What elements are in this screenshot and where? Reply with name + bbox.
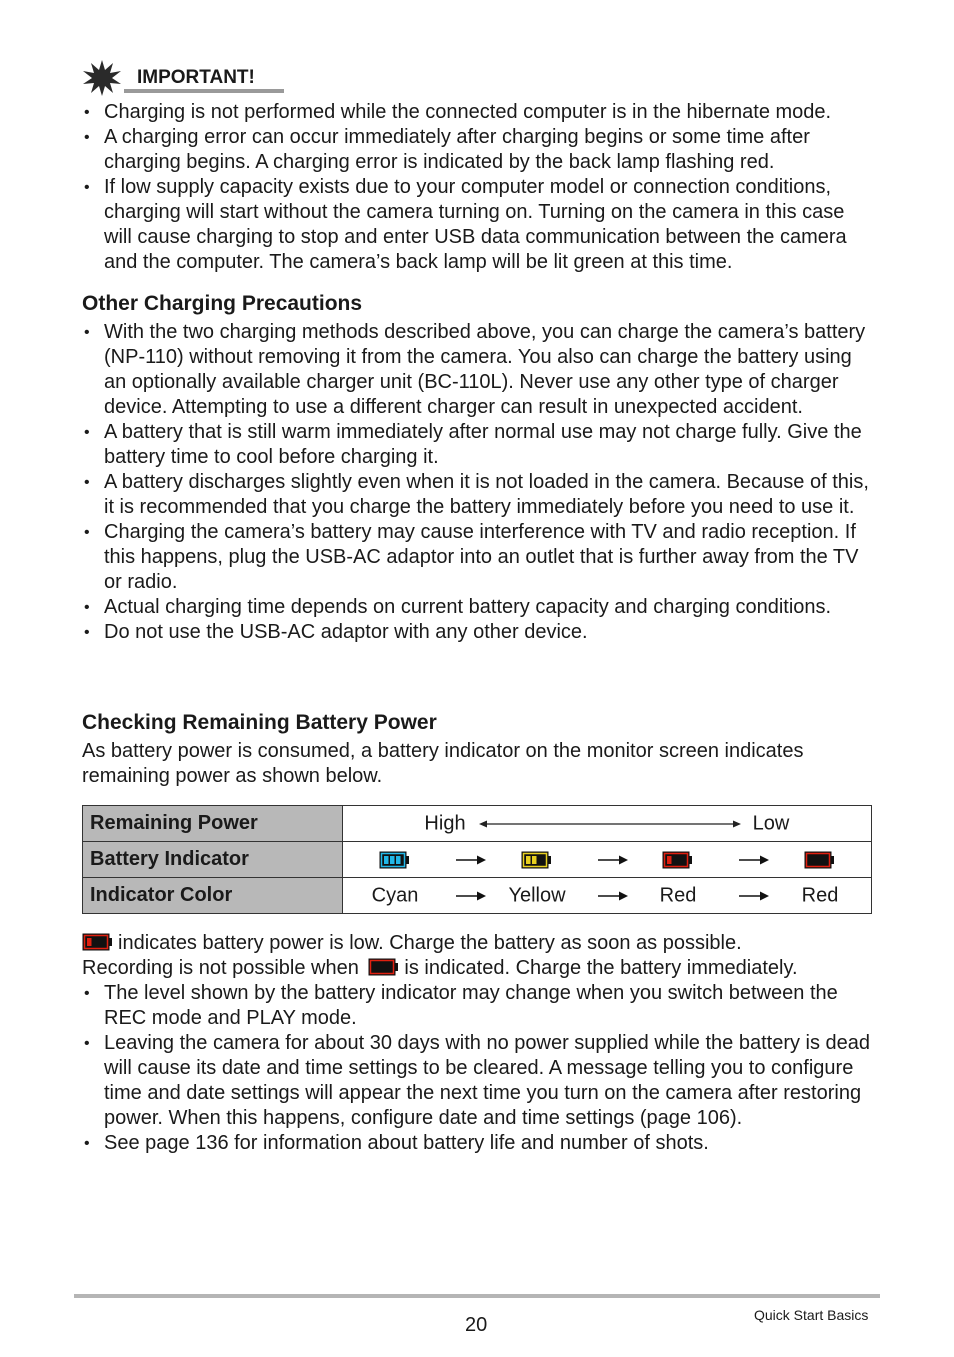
arrow-right-icon (739, 854, 769, 866)
battery-full-icon (379, 851, 409, 869)
note-low-text: indicates battery power is low. Charge the battery as soon as possible. (118, 932, 742, 954)
battery-indicator-cell (343, 842, 872, 878)
battery-low-icon (82, 933, 112, 951)
note-low (82, 931, 872, 956)
remaining-power-cell (343, 806, 872, 842)
row-header-indicator-color: Indicator Color (83, 878, 343, 914)
table-row (83, 878, 872, 914)
note-empty-pre: Recording is not possible when (82, 957, 359, 979)
list-item: • Actual charging time depends on current battery capacity and charging conditions. (82, 595, 874, 620)
arrow-right-icon (739, 890, 769, 902)
table-row (83, 806, 872, 842)
list-item: • A battery that is still warm immediately after normal use may not charge fully. Give the battery time to cool before charging it. (82, 420, 874, 470)
page-number: 20 (465, 1314, 488, 1336)
arrow-right-icon (598, 890, 628, 902)
list-item: • The level shown by the battery indicator may change when you switch between the REC mode and PLAY mode. (82, 981, 874, 1031)
important-list (82, 100, 874, 275)
color-label: Yellow (508, 884, 566, 906)
color-label: Cyan (371, 884, 419, 906)
note-empty-post: is indicated. Charge the battery immediately. (404, 957, 798, 979)
row-header-battery-indicator: Battery Indicator (83, 842, 343, 878)
list-item: • A battery discharges slightly even when it is not loaded in the camera. Because of this, it is recommended that you charge the battery immediately before you need to use it. (82, 470, 874, 520)
footer-rule (74, 1294, 880, 1298)
important-rule (124, 89, 284, 93)
battery-heading: Checking Remaining Battery Power (82, 711, 437, 734)
double-arrow-icon (479, 818, 741, 830)
list-item: • If low supply capacity exists due to your computer model or connection conditions, charging will start without the camera turning on. Turning on the camera in this case will cause charging to stop and enter USB data communication between the camera and the computer. The camera’s back lamp will be lit green at this time. (82, 175, 874, 275)
battery-table (82, 805, 872, 914)
table-row (83, 842, 872, 878)
list-item: • See page 136 for information about battery life and number of shots. (82, 1131, 874, 1156)
list-item: • Charging the camera’s battery may cause interference with TV and radio reception. If this happens, plug the USB-AC adaptor into an outlet that is further away from the TV or radio. (82, 520, 874, 595)
color-label: Red (659, 884, 697, 906)
high-label: High (424, 812, 466, 834)
list-item: • With the two charging methods described above, you can charge the camera’s battery (NP-110) without removing it from the camera. You also can charge the battery using an optionally available charger unit (BC-110L). Never use any other type of charger device. Attempting to use a different charger can result in unexpected accident. (82, 320, 874, 420)
battery-empty-icon (804, 851, 834, 869)
list-item: • Charging is not performed while the connected computer is in the hibernate mode. (82, 100, 874, 125)
arrow-right-icon (598, 854, 628, 866)
important-label: IMPORTANT! (137, 67, 255, 88)
list-item: • Leaving the camera for about 30 days with no power supplied while the battery is dead will cause its date and time settings to be cleared. A message telling you to configure time and date settings will appear the next time you turn on the camera after restoring power. When this happens, configure date and time settings (page 106). (82, 1031, 874, 1131)
arrow-right-icon (456, 890, 486, 902)
precautions-list (82, 320, 874, 645)
indicator-color-cell (343, 878, 872, 914)
starburst-icon (82, 60, 122, 96)
arrow-right-icon (456, 854, 486, 866)
row-header-remaining-power: Remaining Power (83, 806, 343, 842)
battery-medium-icon (521, 851, 551, 869)
low-label: Low (752, 812, 790, 834)
list-item: • Do not use the USB-AC adaptor with any other device. (82, 620, 874, 645)
battery-empty-icon (368, 958, 398, 976)
list-item: • A charging error can occur immediately after charging begins or some time after charging begins. A charging error is indicated by the back lamp flashing red. (82, 125, 874, 175)
important-header (80, 60, 286, 96)
color-label: Red (801, 884, 839, 906)
note-empty (82, 956, 872, 981)
section-name: Quick Start Basics (754, 1307, 869, 1323)
battery-list (82, 981, 874, 1156)
battery-low-icon (662, 851, 692, 869)
battery-intro: As battery power is consumed, a battery indicator on the monitor screen indicates remaining power as shown below. (82, 740, 804, 787)
precautions-heading: Other Charging Precautions (82, 292, 363, 315)
